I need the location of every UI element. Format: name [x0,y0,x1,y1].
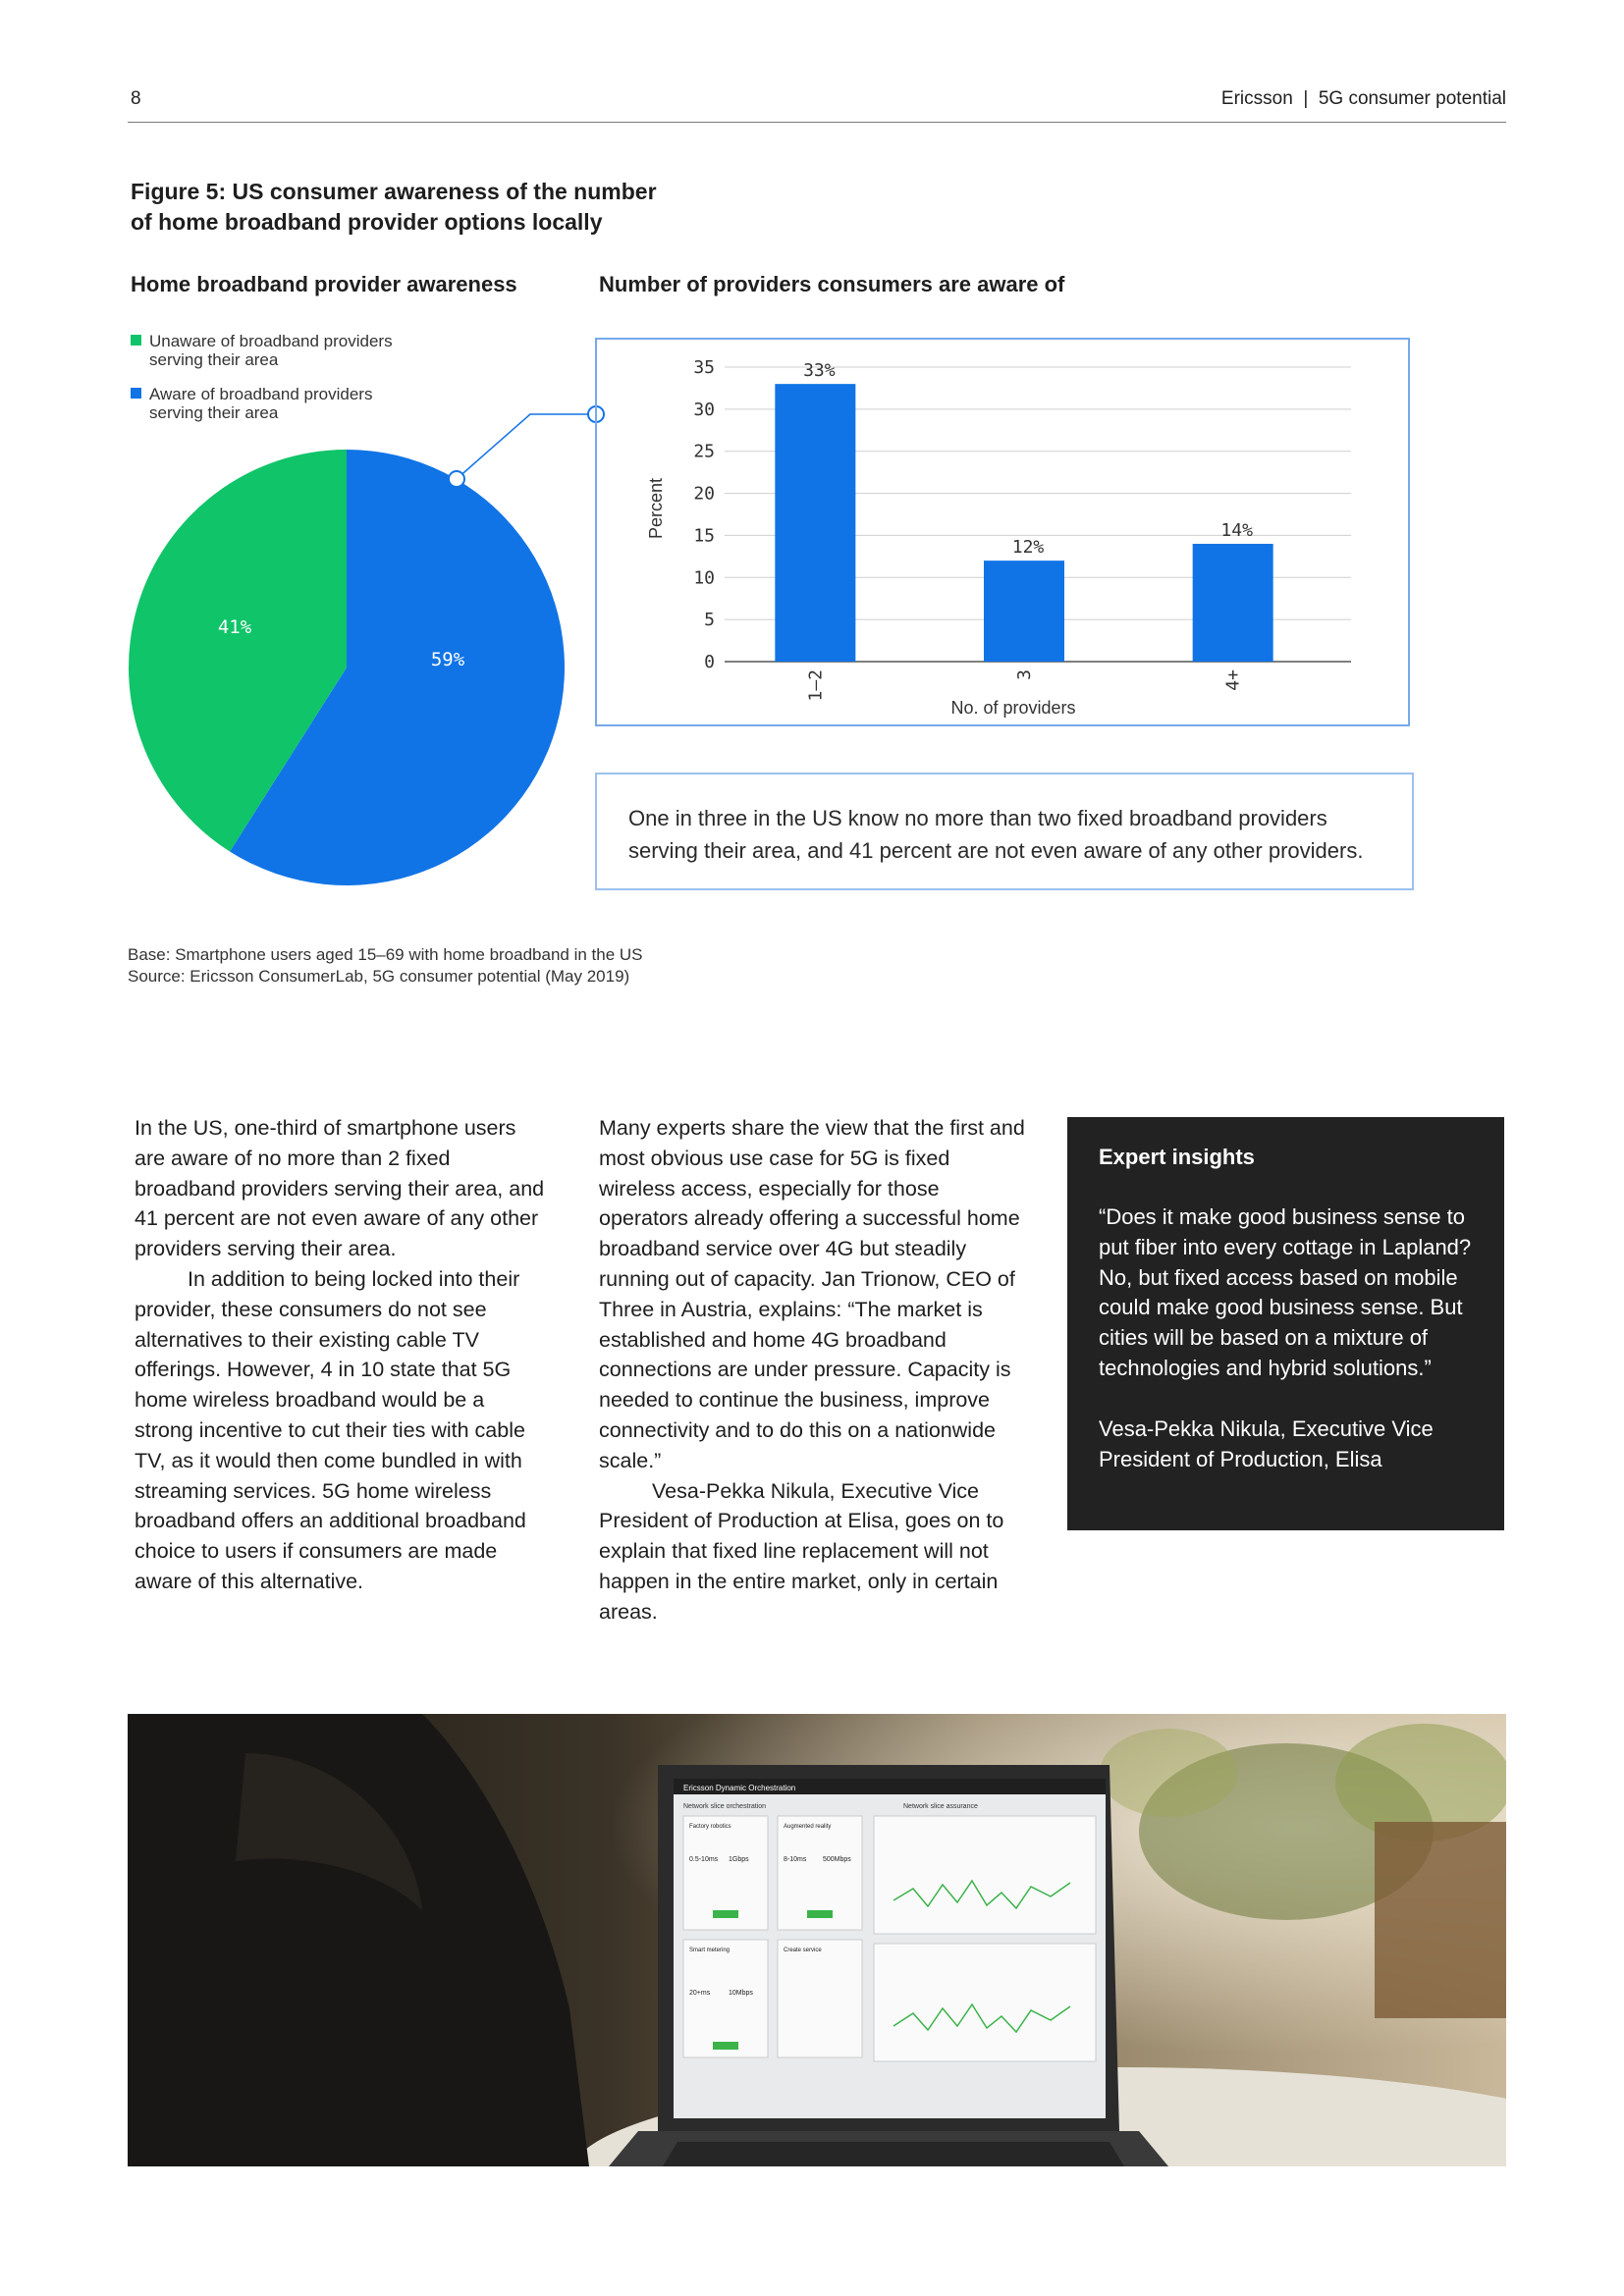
body-col1-para1: In the US, one-third of smartphone users are aware of no more than 2 fixed broadband providers serving their area, and 41 percent are not even aware of any other providers serving their area. [135,1116,545,1261]
legend-label-aware-1: Aware of broadband providers [149,385,373,403]
screen-value-1: 0.5-10ms [689,1856,719,1863]
bar-chart-xlabel: No. of providers [950,698,1076,718]
figure-callout: One in three in the US know no more than two fixed broadband providers serving their area, and 41 percent are not even aware of any other providers. [595,773,1414,890]
screen-value-6: 10Mbps [729,1990,753,1997]
body-col2-para1: Many experts share the view that the first and most obvious use case for 5G is fixed wireless access, especially for those operators already offering a successful home broadband service over 4G but steadily running out of capacity. Jan Trionow, CEO of Three in Austria, explains: “The market is established and home 4G broadband connections are under pressure. Capacity is needed to continue the business, improve connectivity and to do this on a nationwide scale.” [599,1116,1025,1472]
bar-3 [1193,544,1273,662]
bar-ytick-label: 30 [693,399,715,420]
bar-value-label: 33% [803,360,836,382]
bar-ytick-label: 25 [693,441,715,462]
screen-left-panel: Network slice orchestration [683,1803,767,1810]
body-col1-para2: In addition to being locked into their provider, these consumers do not see alternatives to their existing cable TV offerings. However, 4 in 10 state that 5G home wireless broadband would be a strong incentive to cut their ties with cable TV, as it would then come bundled in with streaming services. 5G home wireless broadband offers an additional broadband choice to users if consumers are made aware of this alternative. [135,1266,526,1593]
pie-subtitle: Home broadband provider awareness [131,272,517,296]
source-base: Base: Smartphone users aged 15–69 with home broadband in the US [128,945,643,964]
figure-title-line2: of home broadband provider options locally [131,209,603,235]
bar-chart-bars [775,360,1272,701]
screen-card-3: Smart metering [689,1948,731,1953]
bar-ytick-label: 20 [693,483,715,505]
screen-app-title: Ericsson Dynamic Orchestration [683,1784,796,1792]
source-citation: Source: Ericsson ConsumerLab, 5G consumer potential (May 2019) [128,967,630,986]
bar-category-label: 4+ [1222,669,1244,691]
figure-title-line1: Figure 5: US consumer awareness of the number [131,179,657,204]
bar-value-label: 14% [1220,520,1253,541]
expert-insights-heading: Expert insights [1099,1145,1255,1169]
bar-2 [984,561,1064,662]
screen-card-1: Factory robotics [689,1824,731,1830]
bar-ytick-label: 0 [704,652,715,672]
connector-line [457,414,596,479]
bar-ytick-label: 10 [693,567,715,589]
laptop-photo [128,1714,1506,2166]
bar-1 [775,384,855,662]
bar-ytick-label: 15 [693,525,715,547]
legend-label-unaware-2: serving their area [149,350,279,369]
pie-label-unaware: 41% [217,616,252,638]
screen-value-5: 20+ms [689,1990,711,1997]
bar-chart [595,338,1410,726]
connector-dot-pie [449,471,464,487]
screen-value-4: 500Mbps [823,1856,851,1863]
legend-label-unaware-1: Unaware of broadband providers [149,332,393,350]
bar-category-label: 1–2 [805,669,827,702]
screen-card-4: Create service [784,1948,822,1953]
screen-right-panel: Network slice assurance [903,1803,978,1810]
body-column-1 [135,1113,547,1597]
screen-value-3: 8-10ms [784,1856,807,1863]
bar-ytick-label: 5 [704,610,715,631]
figure-source [128,944,643,988]
screen-value-2: 1Gbps [729,1856,749,1863]
screen-card-2: Augmented reality [784,1824,832,1830]
body-col2-para2: Vesa-Pekka Nikula, Executive Vice President of Production at Elisa, goes on to explain that fixed line replacement will not happen in the entire market, only in certain areas. [599,1478,1004,1624]
bar-category-label: 3 [1014,669,1035,680]
bar-chart-yticks [693,357,715,672]
bar-value-label: 12% [1011,537,1045,559]
page-number: 8 [131,88,141,109]
laptop-photo-illustration [128,1714,1506,2166]
legend-label-aware-2: serving their area [149,403,279,422]
body-column-2 [599,1113,1031,1628]
expert-attribution: Vesa-Pekka Nikula, Executive Vice President of Production, Elisa [1099,1415,1434,1471]
expert-quote: “Does it make good business sense to put fiber into every cottage in Lapland? No, but fixed access based on mobile could make good business sense. But cities will be based on a mixture of technologies and hybrid solutions.” [1099,1204,1472,1380]
running-title: Ericsson | 5G consumer potential [1220,88,1506,109]
bar-subtitle: Number of providers consumers are aware of [599,272,1065,296]
bar-ytick-label: 35 [693,357,715,378]
pie-label-aware: 59% [430,649,465,670]
expert-insights-box [1067,1117,1504,1530]
bar-chart-ylabel: Percent [646,477,666,540]
